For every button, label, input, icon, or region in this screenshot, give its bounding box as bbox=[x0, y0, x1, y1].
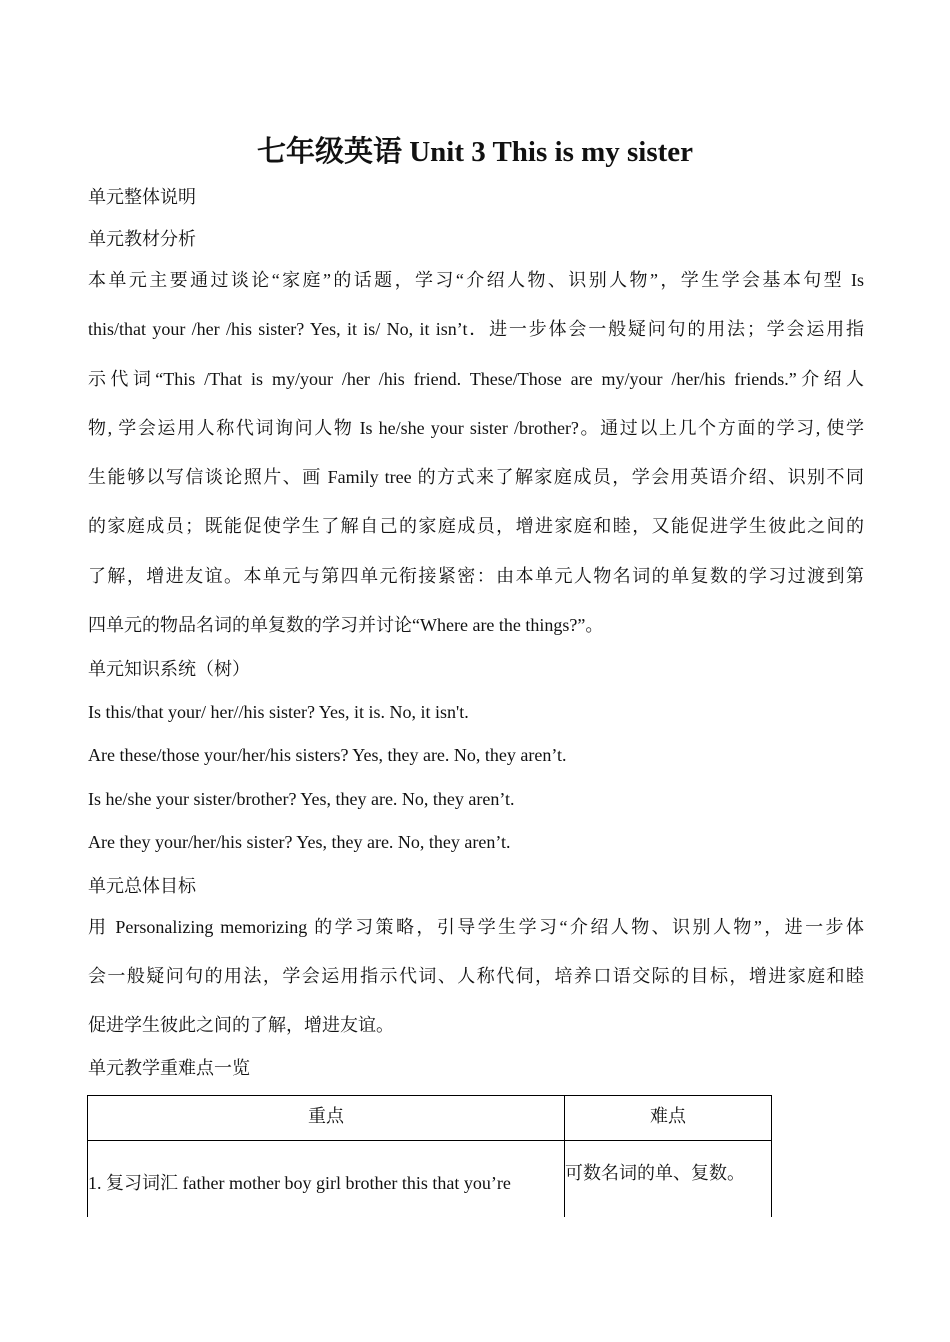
knowledge-line: Are they your/her/his sister? Yes, they are. No, they aren’t. bbox=[88, 832, 511, 852]
analysis-line: 的家庭成员；既能促使学生了解自己的家庭成员，增进家庭和睦，又能促进学生彼此之间的 bbox=[88, 516, 864, 536]
knowledge-line: Is this/that your/ her//his sister? Yes, it is. No, it isn't. bbox=[88, 702, 469, 722]
difficult-point-text: 可数名词的单、复数。 bbox=[565, 1163, 745, 1183]
goal-line: 用 Personalizing memorizing 的学习策略，引导学生学习“介绍人物、识别人物”，进一步体 bbox=[88, 917, 864, 937]
section-heading-overview: 单元整体说明 bbox=[88, 187, 196, 207]
table-cell-difficult-point bbox=[565, 1141, 772, 1218]
section-heading-table: 单元教学重难点一览 bbox=[88, 1058, 250, 1078]
table-row bbox=[88, 1141, 772, 1218]
analysis-line: 本单元主要通过谈论“家庭”的话题，学习“介绍人物、识别人物”，学生学会基本句型 Is bbox=[88, 270, 864, 290]
header-key-label: 重点 bbox=[308, 1106, 344, 1126]
key-point-text: 1. 复习词汇 father mother boy girl brother this that you’re bbox=[88, 1173, 511, 1193]
section-heading-analysis: 单元教材分析 bbox=[88, 229, 196, 249]
header-difficult-label: 难点 bbox=[650, 1106, 686, 1126]
knowledge-line: Is he/she your sister/brother? Yes, they are. No, they aren’t. bbox=[88, 789, 515, 809]
key-difficult-points-table bbox=[87, 1095, 772, 1217]
goal-line: 促进学生彼此之间的了解，增进友谊。 bbox=[88, 1015, 394, 1035]
table-cell-key-point bbox=[88, 1141, 565, 1218]
analysis-line: this/that your /her /his sister? Yes, it is/ No, it isn’t．进一步体会一般疑问句的用法；学会运用指 bbox=[88, 319, 864, 339]
analysis-line: 物, 学会运用人称代词询问人物 Is he/she your sister /brother?。通过以上几个方面的学习, 使学 bbox=[88, 418, 864, 438]
table-header-key-points bbox=[88, 1096, 565, 1141]
analysis-line: 示代词“This /That is my/your /her /his friend. These/Those are my/your /her/his friends.”介绍人 bbox=[88, 369, 864, 389]
goal-line: 会一般疑问句的用法，学会运用指示代词、人称代伺，培养口语交际的目标，增进家庭和睦 bbox=[88, 966, 864, 986]
section-heading-knowledge: 单元知识系统（树） bbox=[88, 659, 250, 679]
table-header-difficult-points bbox=[565, 1096, 772, 1141]
table-header-row bbox=[88, 1096, 772, 1141]
knowledge-line: Are these/those your/her/his sisters? Yes, they are. No, they aren’t. bbox=[88, 745, 567, 765]
analysis-line: 生能够以写信谈论照片、画 Family tree 的方式来了解家庭成员，学会用英语介绍、识别不同 bbox=[88, 467, 864, 487]
analysis-line: 四单元的物品名词的单复数的学习并讨论“Where are the things?”。 bbox=[88, 615, 604, 635]
document-title: 七年级英语 Unit 3 This is my sister bbox=[256, 136, 694, 168]
analysis-line: 了解，增进友谊。本单元与第四单元衔接紧密：由本单元人物名词的单复数的学习过渡到第 bbox=[88, 566, 864, 586]
section-heading-goals: 单元总体目标 bbox=[88, 876, 196, 896]
